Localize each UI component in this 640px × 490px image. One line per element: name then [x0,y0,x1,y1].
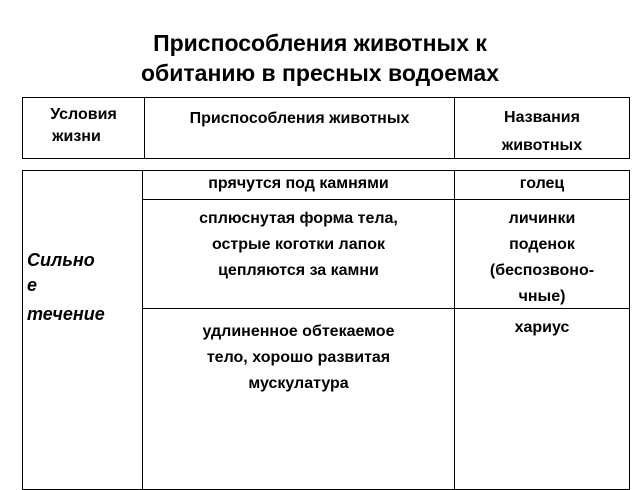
header-animals [455,104,629,160]
header-conditions-line-2: жизни [52,128,101,145]
header-conditions-line-1: Условия [50,106,117,123]
row-3-adaptation-line-2: тело, хорошо развитая [206,349,391,366]
main-table [22,170,630,490]
row-3-adaptation-line-3: мускулатура [248,375,349,392]
row-3-adaptation [143,319,454,397]
row-2-adaptation-line-1: сплюснутая форма тела, [199,210,398,227]
row-3-animal: хариус [514,319,570,336]
condition-line-3: течение [27,304,105,324]
condition-line-2: е [27,275,38,295]
row-2-animal-line-4: чные) [518,288,566,305]
header-conditions [23,104,144,148]
row-divider-1 [142,199,629,200]
condition-cell [27,248,105,327]
row-1-animal: голец [519,175,565,192]
row-2-animal-line-2: поденок [509,236,575,253]
row-2-animal-line-3: (беспозвоно- [489,262,595,279]
row-1-adaptation: прячутся под камнями [208,175,389,192]
row-2-animal [455,206,629,310]
condition-line-1: Сильно [27,250,95,270]
header-animals-line-2: животных [501,137,583,154]
header-adaptations: Приспособления животных [189,110,410,127]
header-table [22,97,630,159]
row-3-adaptation-line-1: удлиненное обтекаемое [202,323,395,340]
row-2-adaptation [143,206,454,284]
page-title [0,28,640,88]
header-animals-line-1: Названия [504,109,580,126]
row-2-animal-line-1: личинки [508,210,576,227]
row-2-adaptation-line-2: острые коготки лапок [211,236,386,253]
row-2-adaptation-line-3: цепляются за камни [218,262,379,279]
title-line-2: обитанию в пресных водоемах [141,60,499,86]
title-line-1: Приспособления животных к [153,30,487,56]
